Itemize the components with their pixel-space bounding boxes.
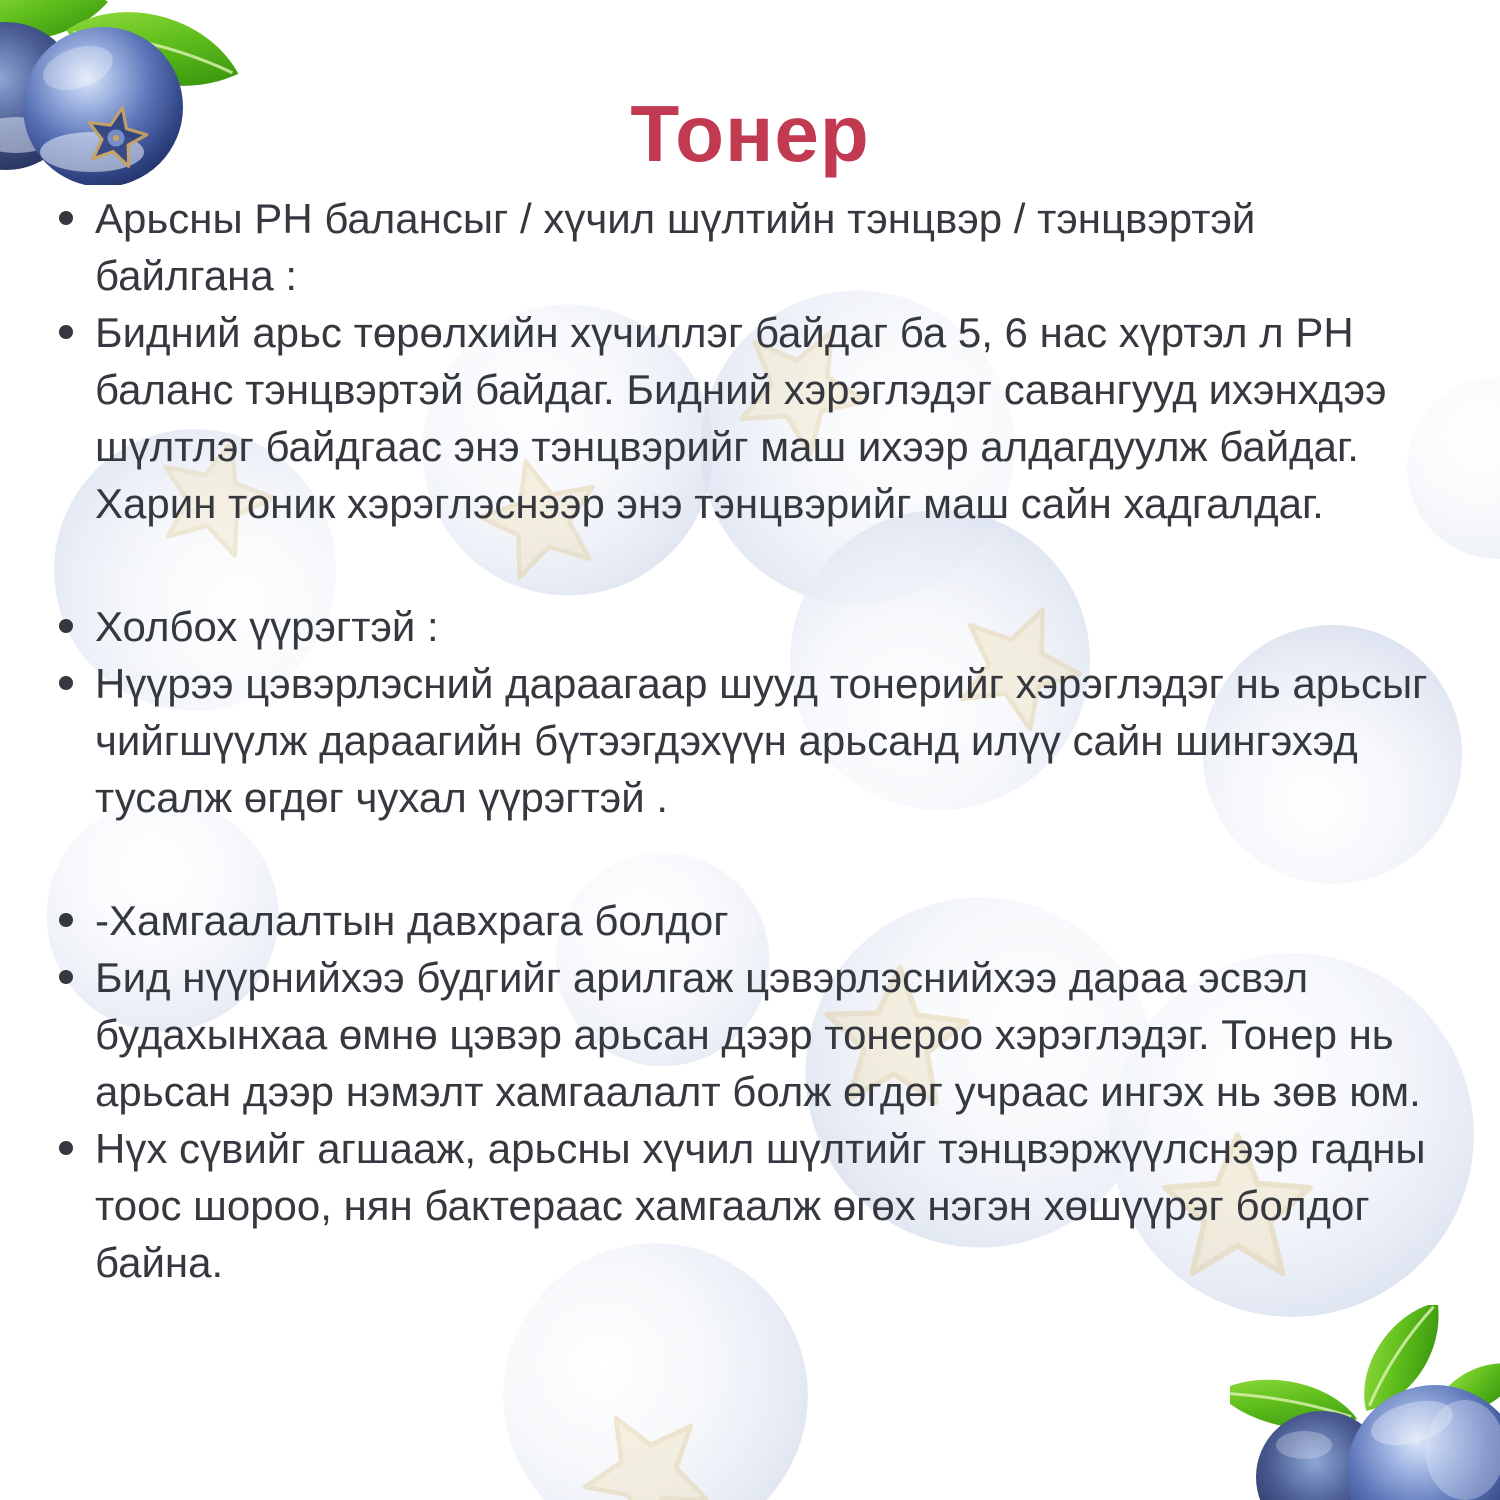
- bullet-group: [95, 190, 1445, 532]
- bullet-group: [95, 598, 1445, 826]
- bullet-group: [95, 892, 1445, 1291]
- page-title: Тонер: [630, 88, 870, 178]
- body-text: [95, 190, 1445, 1291]
- bullet-item: Нүх сүвийг агшааж, арьсны хүчил шүлтийг тэнцвэржүүлснээр гадны тоос шороо, нян бактераас хамгаалж өгөх нэгэн хөшүүрэг болдог байна.: [95, 1120, 1445, 1291]
- bullet-item: Бидний арьс төрөлхийн хүчиллэг байдаг ба 5, 6 нас хүртэл л PH баланс тэнцвэртэй байдаг. Бидний хэрэглэдэг савангууд ихэнхдээ шүлтлэг байдгаас энэ тэнцвэрийг маш ихээр алдагдуулж байдаг. Харин тоник хэрэглэснээр энэ тэнцвэрийг маш сайн хадгалдаг.: [95, 304, 1445, 532]
- blueberry-cluster-icon: [0, 0, 250, 185]
- blueberry-cluster-icon: [1230, 1305, 1500, 1500]
- bullet-item: Нүүрээ цэвэрлэсний дараагаар шууд тонерийг хэрэглэдэг нь арьсыг чийгшүүлж дараагийн бүтээгдэхүүн арьсанд илүү сайн шингэхэд тусалж өгдөг чухал үүрэгтэй .: [95, 655, 1445, 826]
- bullet-item: -Хамгаалалтын давхрага болдог: [95, 892, 1445, 949]
- bullet-item: Арьсны PH балансыг / хүчил шүлтийн тэнцвэр / тэнцвэртэй байлгана :: [95, 190, 1445, 304]
- bullet-item: Бид нүүрнийхээ будгийг арилгаж цэвэрлэснийхээ дараа эсвэл будахынхаа өмнө цэвэр арьсан дээр тонероо хэрэглэдэг. Тонер нь арьсан дээр нэмэлт хамгаалалт болж өгдөг учраас ингэх нь зөв юм.: [95, 949, 1445, 1120]
- bullet-item: Холбох үүрэгтэй :: [95, 598, 1445, 655]
